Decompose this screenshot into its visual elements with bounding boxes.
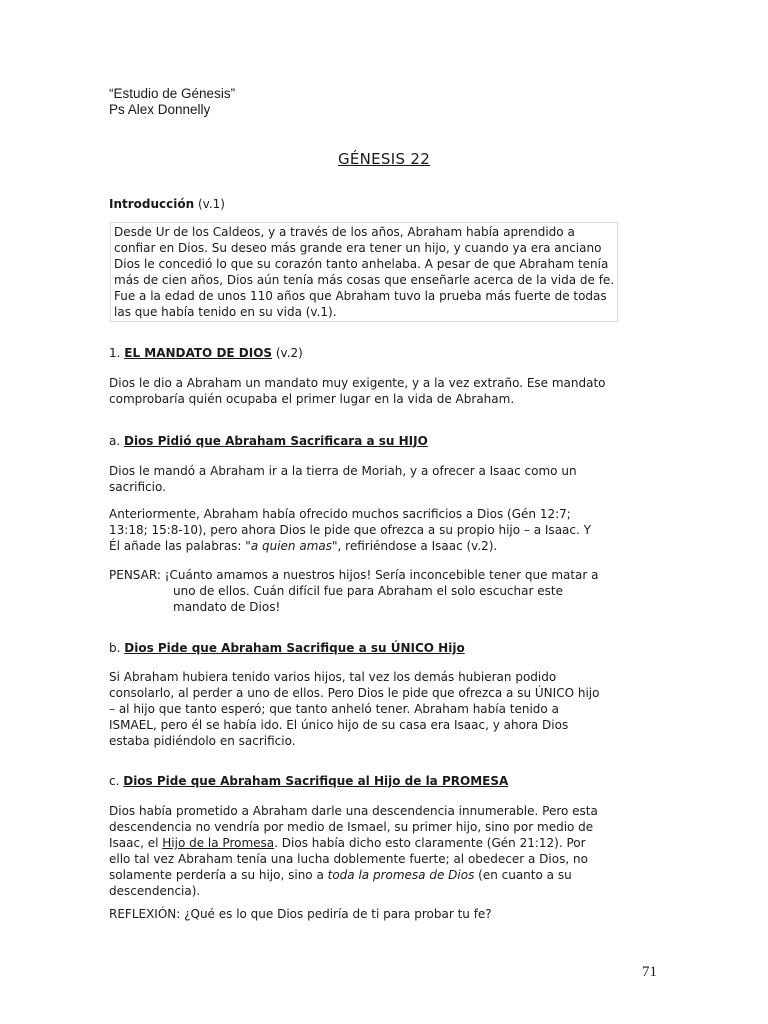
text-span: ", refiriéndose a Isaac (v.2).: [332, 539, 498, 553]
sub-c-line: [109, 835, 598, 851]
sub-a-line: Anteriormente, Abraham había ofrecido muchos sacrificios a Dios (Gén 12:7;: [109, 507, 571, 521]
text-span: . Dios había dicho esto claramente (Gén 21:12). Por: [274, 836, 586, 850]
intro-line: confiar en Dios. Su deseo más grande era tener un hijo, y cuando ya era anciano: [114, 241, 602, 255]
document-header: [109, 86, 235, 118]
pensar-line: mandato de Dios!: [173, 600, 281, 614]
sub-c-letter: c.: [109, 774, 124, 788]
course-title: “Estudio de Génesis”: [109, 86, 236, 101]
quote-emphasis: a quien amas: [250, 539, 332, 553]
sub-b-letter: b.: [109, 641, 125, 655]
intro-heading-line: [109, 196, 225, 212]
sub-c-line: descendencia).: [109, 884, 201, 898]
sub-b-heading-line: [109, 640, 465, 656]
promise-emphasis: toda la promesa de Dios: [327, 868, 475, 882]
sub-a-line: Dios le mandó a Abraham ir a la tierra de Moriah, y a ofrecer a Isaac como un: [109, 464, 577, 478]
intro-line: Dios le concedió lo que su corazón tanto anhelaba. A pesar de que Abraham tenía: [114, 257, 609, 271]
intro-line: Fue a la edad de unos 110 años que Abraham tuvo la prueba más fuerte de todas: [114, 289, 607, 303]
text-span: (en cuanto a su: [474, 868, 572, 882]
section1-ref: (v.2): [272, 346, 303, 360]
intro-line: más de cien años, Dios aún tenía más cosas que enseñarle acerca de la vida de fe.: [114, 273, 615, 287]
sub-b-heading: Dios Pide que Abraham Sacrifique a su ÚNICO Hijo: [124, 641, 465, 655]
sub-b-line: consolarlo, al perder a uno de ellos. Pero Dios le pide que ofrezca a su ÚNICO hijo: [109, 686, 600, 700]
sub-a-line: 13:18; 15:8-10), pero ahora Dios le pide que ofrezca a su propio hijo – a Isaac. Y: [109, 523, 591, 537]
sub-c-heading-line: [109, 773, 508, 789]
sub-a-heading-line: [109, 433, 428, 449]
sub-c-line: ello tal vez Abraham tenía una lucha doblemente fuerte; al obedecer a Dios, no: [109, 852, 588, 866]
sub-c-line: Dios había prometido a Abraham darle una descendencia innumerable. Pero esta: [109, 804, 598, 818]
sub-a-letter: a.: [109, 434, 124, 448]
section1-line: comprobaría quién ocupaba el primer lugar en la vida de Abraham.: [109, 392, 515, 406]
intro-heading: Introducción: [109, 197, 195, 211]
promise-son-underlined: Hijo de la Promesa: [162, 836, 275, 850]
section1-paragraph: [109, 375, 606, 407]
sub-a-heading: Dios Pidió que Abraham Sacrificara a su HIJO: [123, 434, 428, 448]
chapter-title: GÉNESIS 22: [337, 150, 431, 168]
sub-b-line: ISMAEL, pero él se había ido. El único hijo de su casa era Isaac, y ahora Dios: [109, 718, 569, 732]
sub-c-line: descendencia no vendría por medio de Ismael, su primer hijo, sino por medio de: [109, 820, 594, 834]
sub-b-line: estaba pidiéndolo en sacrificio.: [109, 734, 296, 748]
page-number: 71: [642, 964, 657, 980]
reflexion-note: REFLEXIÓN: ¿Qué es lo que Dios pediría de ti para probar tu fe?: [109, 907, 492, 921]
pensar-line: uno de ellos. Cuán difícil fue para Abraham el solo escuchar este: [173, 584, 563, 598]
sub-a-paragraph-1: [109, 463, 577, 495]
pensar-line: PENSAR: ¡Cuánto amamos a nuestros hijos! Sería inconcebible tener que matar a: [109, 568, 599, 582]
author-name: Ps Alex Donnelly: [109, 102, 211, 117]
sub-c-heading: Dios Pide que Abraham Sacrifique al Hijo de la PROMESA: [123, 774, 509, 788]
sub-c-line: [109, 867, 598, 883]
sub-a-paragraph-2: [109, 506, 591, 554]
section1-number: 1.: [109, 346, 125, 360]
pensar-note: [109, 567, 599, 615]
sub-b-line: – al hijo que tanto esperó; que tanto anheló tener. Abraham había tenido a: [109, 702, 559, 716]
intro-paragraph: [110, 222, 618, 322]
section1-heading-line: [109, 345, 303, 361]
section1-line: Dios le dio a Abraham un mandato muy exigente, y a la vez extraño. Ese mandato: [109, 376, 606, 390]
text-span: Él añade las palabras: ": [109, 539, 251, 553]
sub-a-line: sacrificio.: [109, 480, 166, 494]
text-span: Isaac, el: [109, 836, 163, 850]
section1-heading: EL MANDATO DE DIOS: [124, 346, 273, 360]
intro-line: las que había tenido en su vida (v.1).: [114, 305, 337, 319]
text-span: solamente perdería a su hijo, sino a: [109, 868, 328, 882]
sub-b-paragraph: [109, 669, 599, 749]
intro-line: Desde Ur de los Caldeos, y a través de los años, Abraham había aprendido a: [114, 225, 575, 239]
sub-c-paragraph: [109, 803, 598, 899]
sub-a-line: [109, 538, 591, 554]
sub-b-line: Si Abraham hubiera tenido varios hijos, tal vez los demás hubieran podido: [109, 670, 557, 684]
intro-ref: (v.1): [194, 197, 225, 211]
